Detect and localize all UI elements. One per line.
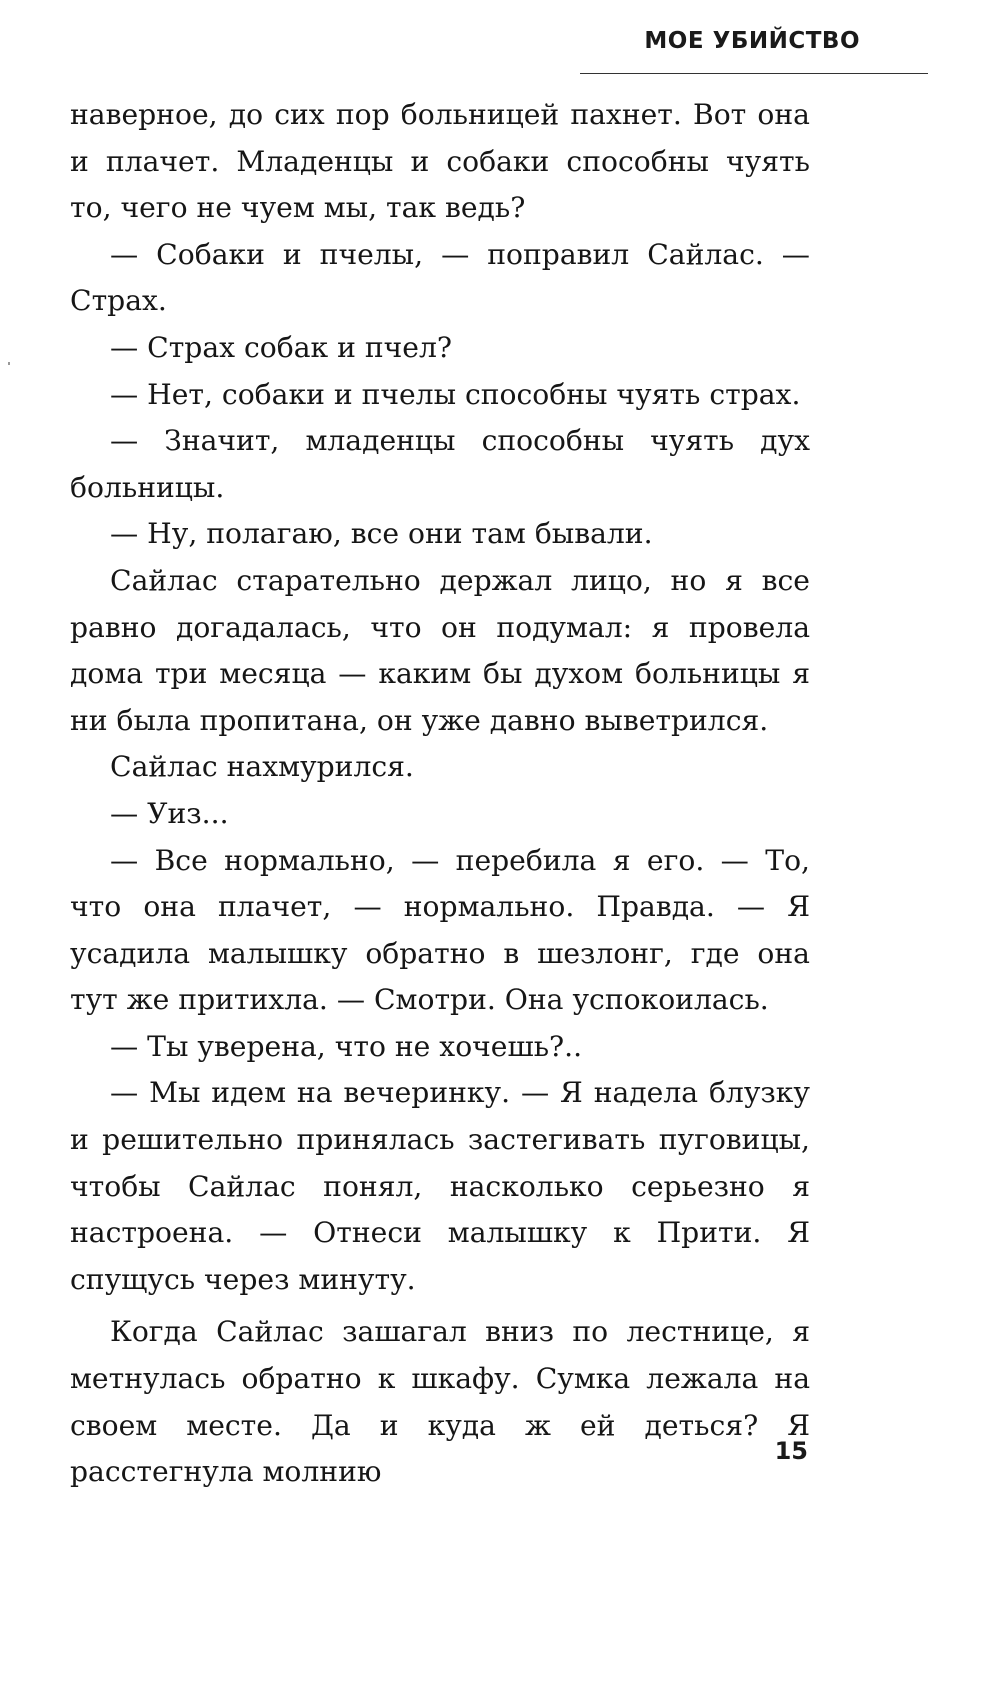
running-head-title: МОЕ УБИЙСТВО bbox=[644, 28, 860, 54]
scan-speck bbox=[8, 362, 10, 365]
header-rule bbox=[580, 73, 928, 74]
dialogue-line: — Ты уверена, что не хочешь?.. bbox=[110, 1029, 583, 1063]
body-text bbox=[70, 92, 810, 1496]
paragraph: Сайлас старательно держал лицо, но я все равно догадалась, что он подумал: я провела дома три месяца — каким бы духом больницы я ни была пропитана, он уже давно выветрился. bbox=[70, 563, 810, 737]
dialogue-line: — Значит, младенцы способны чуять дух больницы. bbox=[70, 424, 810, 504]
dialogue-line: — Ну, полагаю, все они там бывали. bbox=[110, 517, 653, 551]
dialogue-line: — Мы идем на вечеринку. — Я надела блузку и решительно принялась застегивать пуговицы, чтобы Сайлас понял, насколько серьезно я настроена. — Отнеси малышку к Прити. Я спущусь через минуту. bbox=[70, 1076, 810, 1296]
paragraph-continuation: наверное, до сих пор больницей пахнет. Вот она и плачет. Младенцы и собаки способны чуять то, чего не чуем мы, так ведь? bbox=[70, 98, 810, 225]
paragraph: Когда Сайлас зашагал вниз по лестнице, я метнулась обратно к шкафу. Сумка лежала на своем месте. Да и куда ж ей деться? Я расстегнула молнию bbox=[70, 1315, 810, 1489]
dialogue-line: — Уиз... bbox=[110, 796, 229, 830]
paragraph: Сайлас нахмурился. bbox=[110, 750, 414, 784]
dialogue-line: — Все нормально, — перебила я его. — То, что она плачет, — нормально. Правда. — Я усадила малышку обратно в шезлонг, где она тут же притихла. — Смотри. Она успокоилась. bbox=[70, 843, 810, 1017]
dialogue-line: — Нет, собаки и пчелы способны чуять страх. bbox=[110, 377, 801, 411]
dialogue-line: — Страх собак и пчел? bbox=[110, 330, 452, 364]
page-number: 15 bbox=[774, 1437, 808, 1465]
dialogue-line: — Собаки и пчелы, — поправил Сайлас. — Страх. bbox=[70, 237, 810, 318]
